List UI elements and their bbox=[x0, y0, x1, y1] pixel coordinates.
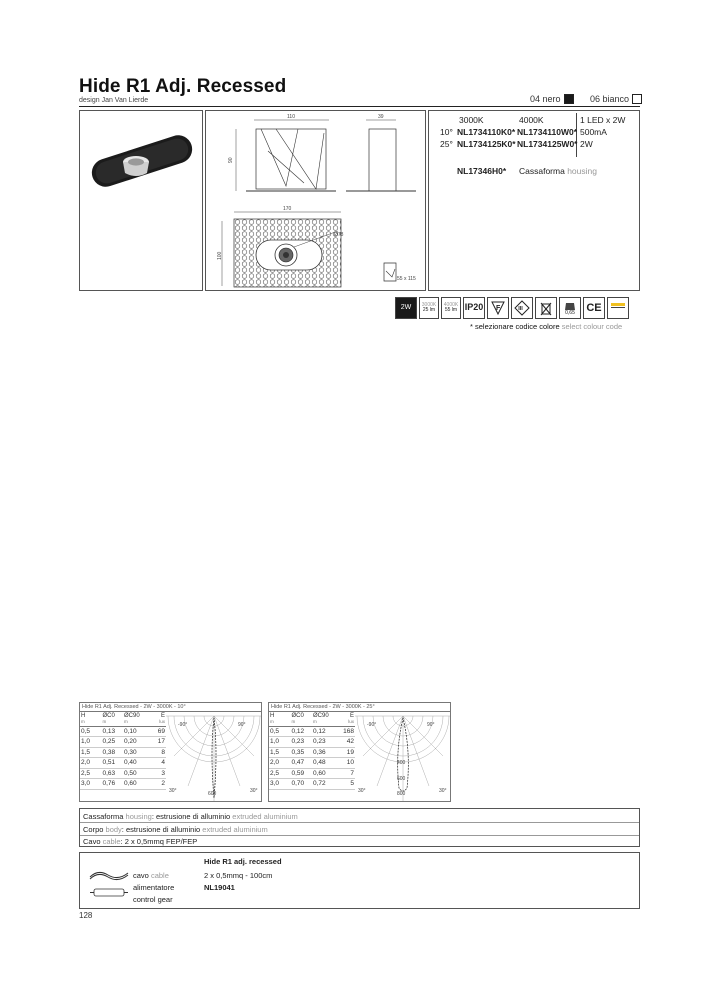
col-h: H bbox=[270, 713, 275, 719]
col-c0: ØC0 bbox=[102, 713, 115, 719]
table-row: 3,0 0,76 0,60 2 bbox=[81, 780, 165, 788]
col-c90: ØC90 bbox=[313, 713, 329, 719]
accessories-box bbox=[79, 852, 640, 909]
polar-right: 90° bbox=[427, 722, 435, 728]
photometry-caption: Hide R1 Adj. Recessed - 2W - 3000K - 10° bbox=[80, 703, 261, 712]
cable-label: cavo cable bbox=[133, 871, 169, 880]
dim-width-top: 110 bbox=[287, 114, 295, 120]
weight-badge bbox=[559, 297, 581, 319]
polar-value-600: 600 bbox=[397, 776, 406, 782]
col-e: E bbox=[349, 713, 354, 719]
certification-icons bbox=[395, 297, 629, 319]
col-h-unit: m bbox=[81, 719, 85, 724]
color-code-note bbox=[470, 322, 622, 331]
housing-code[interactable]: NL17346H0* bbox=[457, 166, 507, 176]
cutout-dimension: 55 x 115 bbox=[397, 276, 416, 282]
spec-power: 2W bbox=[580, 139, 593, 149]
ce-mark-icon: CE bbox=[583, 297, 605, 319]
color-label: 04 nero bbox=[530, 94, 561, 104]
material-housing: Cassaforma housing: estrusione di alluminio extruded aluminium bbox=[83, 812, 298, 821]
col-c90-unit: m bbox=[313, 719, 317, 724]
polar-value: 800 bbox=[397, 791, 406, 797]
cable-gear-icon bbox=[88, 865, 130, 901]
dimension-drawing bbox=[206, 111, 427, 292]
code-10-4000k[interactable]: NL1734110W0* bbox=[517, 127, 578, 137]
fixture-photo-icon bbox=[80, 111, 204, 292]
led-strip-icon bbox=[607, 297, 629, 319]
codes-box bbox=[428, 110, 640, 291]
cable-spec: 2 x 0,5mmq - 100cm bbox=[204, 871, 273, 880]
table-row: 3,0 0,70 0,72 5 bbox=[270, 780, 354, 788]
table-row: 2,0 0,47 0,48 10 bbox=[270, 759, 354, 767]
note-it: * selezionare codice colore bbox=[470, 322, 560, 331]
material-body: Corpo body: estrusione di alluminio extruded aluminium bbox=[83, 825, 268, 834]
table-row: 1,0 0,23 0,23 42 bbox=[270, 738, 354, 746]
housing-label-en: housing bbox=[567, 166, 597, 176]
col-c0: ØC0 bbox=[291, 713, 304, 719]
table-row: 0,5 0,13 0,10 69 bbox=[81, 727, 165, 735]
dim-depth: 39 bbox=[378, 114, 384, 120]
code-10-3000k[interactable]: NL1734110K0* bbox=[457, 127, 516, 137]
polar-low-right: 30° bbox=[250, 788, 258, 794]
accessory-name: Hide R1 adj. recessed bbox=[204, 857, 282, 866]
polar-low-right: 30° bbox=[439, 788, 447, 794]
class-three-text: III bbox=[518, 306, 523, 312]
color-option-white[interactable] bbox=[590, 94, 642, 104]
polar-diagram-25 bbox=[355, 712, 451, 802]
photometry-table-25 bbox=[268, 702, 451, 802]
dim-diameter: Ø78 bbox=[334, 232, 344, 238]
polar-value: 600 bbox=[208, 791, 217, 797]
col-e-unit: lux bbox=[159, 719, 165, 724]
dim-height-bottom: 100 bbox=[217, 251, 223, 260]
table-row: 2,5 0,63 0,50 3 bbox=[81, 769, 165, 777]
col-c90-unit: m bbox=[124, 719, 128, 724]
col-e: E bbox=[160, 713, 165, 719]
gear-label-en: control gear bbox=[133, 895, 173, 904]
flux-4000-lm: 55 lm bbox=[444, 307, 458, 313]
col-c0-unit: m bbox=[291, 719, 296, 724]
polar-diagram-10 bbox=[166, 712, 262, 802]
product-title: Hide R1 Adj. Recessed bbox=[79, 76, 287, 97]
page-number: 128 bbox=[79, 911, 93, 920]
designer-credit: design Jan Van Lierde bbox=[79, 97, 149, 104]
col-h: H bbox=[81, 713, 86, 719]
table-row: 2,5 0,59 0,60 7 bbox=[270, 769, 354, 777]
angle-10: 10° bbox=[440, 127, 453, 137]
polar-value-400: 400 bbox=[397, 760, 406, 766]
power-badge: 2W bbox=[395, 297, 417, 319]
technical-drawing bbox=[205, 110, 426, 291]
materials-box bbox=[79, 808, 640, 847]
product-photo bbox=[79, 110, 203, 291]
polar-right: 90° bbox=[238, 722, 246, 728]
code-25-3000k[interactable]: NL1734125K0* bbox=[457, 139, 516, 149]
gear-code[interactable]: NL19041 bbox=[204, 883, 235, 892]
housing-label-it: Cassaforma bbox=[519, 166, 565, 176]
table-row: 0,5 0,12 0,12 168 bbox=[270, 727, 354, 735]
color-option-black[interactable] bbox=[530, 94, 574, 104]
table-row: 1,0 0,25 0,20 17 bbox=[81, 738, 165, 746]
flux-4000-k: 4000K bbox=[443, 301, 459, 308]
col-e-unit: lux bbox=[348, 719, 354, 724]
table-row: 2,0 0,51 0,40 4 bbox=[81, 759, 165, 767]
col-c0-unit: m bbox=[102, 719, 107, 724]
flux-3000-k: 3000K bbox=[421, 301, 437, 308]
color-label: 06 bianco bbox=[590, 94, 630, 104]
note-en: select colour code bbox=[561, 322, 623, 331]
ip-rating-badge: IP20 bbox=[463, 297, 485, 319]
flux-4000-badge bbox=[441, 297, 461, 319]
white-swatch-icon bbox=[632, 94, 642, 104]
spec-current: 500mA bbox=[580, 127, 607, 137]
dim-height: 90 bbox=[228, 157, 234, 163]
header-rule bbox=[79, 106, 640, 107]
polar-low-left: 30° bbox=[169, 788, 177, 794]
dim-width-bottom: 170 bbox=[283, 206, 292, 212]
col-h-unit: m bbox=[270, 719, 274, 724]
housing-label bbox=[519, 166, 597, 176]
polar-left: -90° bbox=[367, 722, 377, 728]
header-3000k: 3000K bbox=[459, 115, 484, 125]
flux-3000-badge bbox=[419, 297, 439, 319]
angle-25: 25° bbox=[440, 139, 453, 149]
flux-3000-lm: 25 lm bbox=[422, 307, 436, 313]
f-mark-icon bbox=[487, 297, 509, 319]
polar-low-left: 30° bbox=[358, 788, 366, 794]
weee-bin-icon bbox=[535, 297, 557, 319]
table-row: 1,5 0,35 0,36 19 bbox=[270, 748, 354, 756]
class-three-icon bbox=[511, 297, 533, 319]
material-cable: Cavo cable: 2 x 0,5mmq FEP/FEP bbox=[83, 837, 198, 846]
gear-label-it: alimentatore bbox=[133, 883, 175, 892]
table-row: 1,5 0,38 0,30 8 bbox=[81, 748, 165, 756]
code-25-4000k[interactable]: NL1734125W0* bbox=[517, 139, 578, 149]
spec-led: 1 LED x 2W bbox=[580, 115, 626, 125]
header-4000k: 4000K bbox=[519, 115, 544, 125]
black-swatch-icon bbox=[564, 94, 574, 104]
photometry-caption: Hide R1 Adj. Recessed - 2W - 3000K - 25° bbox=[269, 703, 450, 712]
col-c90: ØC90 bbox=[124, 713, 140, 719]
polar-left: -90° bbox=[178, 722, 188, 728]
photometry-table-10 bbox=[79, 702, 262, 802]
weight-value: 0,65 bbox=[565, 309, 575, 316]
f-mark-text: F bbox=[496, 305, 501, 312]
